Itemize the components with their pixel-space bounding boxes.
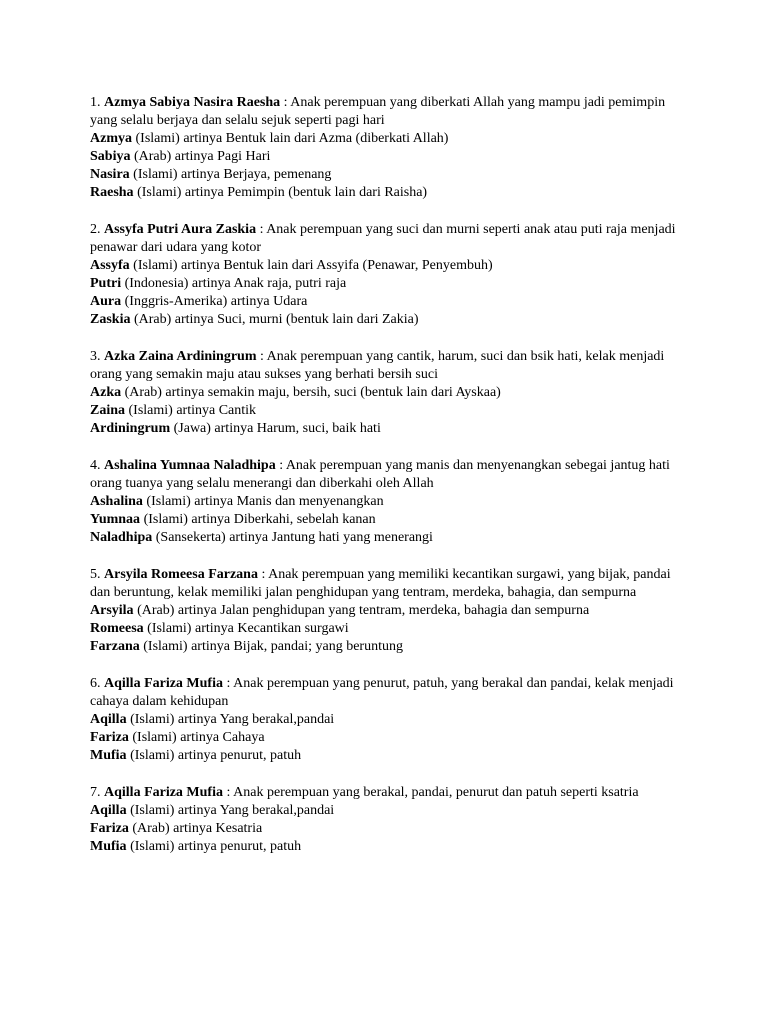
meaning-name: Aura xyxy=(90,294,122,309)
name-entry xyxy=(90,457,690,547)
entry-full-name: Azka Zaina Ardiningrum xyxy=(104,349,257,364)
meaning-text: (Jawa) artinya Harum, suci, baik hati xyxy=(170,421,381,436)
entry-full-name: Assyfa Putri Aura Zaskia xyxy=(104,222,257,237)
meaning-text: (Inggris-Amerika) artinya Udara xyxy=(121,294,308,309)
meaning-text: (Arab) artinya Pagi Hari xyxy=(130,149,271,164)
meaning-line xyxy=(90,638,690,656)
meaning-text: (Islami) artinya Yang berakal,pandai xyxy=(126,803,335,818)
entry-intro xyxy=(90,348,690,384)
entry-intro xyxy=(90,457,690,493)
meaning-line xyxy=(90,184,690,202)
meaning-name: Putri xyxy=(90,276,122,291)
meaning-line xyxy=(90,729,690,747)
entry-description: : Anak perempuan yang suci dan murni seperti anak atau puti raja menjadi penawar dari udara yang kotor xyxy=(90,222,676,255)
meaning-name: Ardiningrum xyxy=(90,421,171,436)
entry-full-name: Aqilla Fariza Mufia xyxy=(104,785,223,800)
meaning-name: Fariza xyxy=(90,730,129,745)
meaning-text: (Islami) artinya Yang berakal,pandai xyxy=(126,712,335,727)
entry-intro xyxy=(90,566,690,602)
meaning-name: Assyfa xyxy=(90,258,130,273)
meaning-name: Aqilla xyxy=(90,712,127,727)
meaning-text: (Islami) artinya Bentuk lain dari Assyifa (Penawar, Penyembuh) xyxy=(129,258,493,273)
meaning-line xyxy=(90,493,690,511)
meaning-name: Sabiya xyxy=(90,149,131,164)
meaning-line xyxy=(90,511,690,529)
meaning-line xyxy=(90,747,690,765)
meaning-name: Azmya xyxy=(90,131,132,146)
meaning-name: Ashalina xyxy=(90,494,143,509)
entry-intro xyxy=(90,221,690,257)
meaning-line xyxy=(90,620,690,638)
meaning-line xyxy=(90,311,690,329)
meaning-name: Zaina xyxy=(90,403,126,418)
entry-description: : Anak perempuan yang berakal, pandai, penurut dan patuh seperti ksatria xyxy=(223,785,639,800)
meaning-text: (Islami) artinya Cantik xyxy=(125,403,257,418)
meaning-text: (Arab) artinya Kesatria xyxy=(128,821,263,836)
meaning-text: (Islami) artinya penurut, patuh xyxy=(126,839,302,854)
entry-number: 6. xyxy=(90,676,101,691)
meaning-text: (Arab) artinya Suci, murni (bentuk lain dari Zakia) xyxy=(130,312,419,327)
meaning-text: (Islami) artinya penurut, patuh xyxy=(126,748,302,763)
entry-intro xyxy=(90,675,690,711)
meaning-text: (Islami) artinya Diberkahi, sebelah kanan xyxy=(140,512,376,527)
meaning-line xyxy=(90,420,690,438)
meaning-line xyxy=(90,275,690,293)
meaning-line xyxy=(90,166,690,184)
document-body xyxy=(90,94,690,875)
name-entry xyxy=(90,221,690,329)
entry-number: 3. xyxy=(90,349,101,364)
meaning-line xyxy=(90,293,690,311)
meaning-line xyxy=(90,384,690,402)
meaning-line xyxy=(90,130,690,148)
entry-intro xyxy=(90,784,690,802)
meaning-line xyxy=(90,257,690,275)
meaning-line xyxy=(90,838,690,856)
meaning-name: Nasira xyxy=(90,167,130,182)
meaning-name: Mufia xyxy=(90,839,127,854)
meaning-line xyxy=(90,820,690,838)
entry-description: : Anak perempuan yang cantik, harum, suci dan bsik hati, kelak menjadi orang yang semakin maju atau sukses yang berhati bersih suci xyxy=(90,349,665,382)
meaning-line xyxy=(90,602,690,620)
name-entry xyxy=(90,94,690,202)
entry-description: : Anak perempuan yang memiliki kecantikan surgawi, yang bijak, pandai dan beruntung, kelak memiliki jalan penghidupan yang tentram, merdeka, bahagia, dan sempurna xyxy=(90,567,671,600)
meaning-name: Aqilla xyxy=(90,803,127,818)
entry-full-name: Ashalina Yumnaa Naladhipa xyxy=(104,458,276,473)
entry-number: 7. xyxy=(90,785,101,800)
meaning-text: (Islami) artinya Pemimpin (bentuk lain dari Raisha) xyxy=(133,185,428,200)
meaning-name: Farzana xyxy=(90,639,140,654)
meaning-name: Fariza xyxy=(90,821,129,836)
meaning-name: Romeesa xyxy=(90,621,144,636)
meaning-name: Azka xyxy=(90,385,122,400)
name-entry xyxy=(90,566,690,656)
entry-full-name: Aqilla Fariza Mufia xyxy=(104,676,223,691)
entry-description: : Anak perempuan yang manis dan menyenangkan sebegai jantug hati orang tuanya yang selalu menerangi dan diberkahi oleh Allah xyxy=(90,458,670,491)
meaning-text: (Islami) artinya Manis dan menyenangkan xyxy=(142,494,384,509)
meaning-line xyxy=(90,802,690,820)
meaning-text: (Indonesia) artinya Anak raja, putri raja xyxy=(121,276,347,291)
meaning-text: (Islami) artinya Berjaya, pemenang xyxy=(129,167,332,182)
meaning-name: Naladhipa xyxy=(90,530,153,545)
meaning-text: (Sansekerta) artinya Jantung hati yang menerangi xyxy=(152,530,433,545)
meaning-text: (Islami) artinya Bijak, pandai; yang beruntung xyxy=(139,639,403,654)
entry-intro xyxy=(90,94,690,130)
name-entry xyxy=(90,675,690,765)
entry-description: : Anak perempuan yang diberkati Allah yang mampu jadi pemimpin yang selalu berjaya dan selalu sejuk seperti pagi hari xyxy=(90,95,666,128)
meaning-name: Yumnaa xyxy=(90,512,141,527)
entry-full-name: Arsyila Romeesa Farzana xyxy=(104,567,258,582)
entry-number: 5. xyxy=(90,567,101,582)
meaning-name: Arsyila xyxy=(90,603,134,618)
meaning-line xyxy=(90,402,690,420)
entry-number: 1. xyxy=(90,95,101,110)
name-entry xyxy=(90,784,690,856)
meaning-text: (Arab) artinya Jalan penghidupan yang tentram, merdeka, bahagia dan sempurna xyxy=(133,603,590,618)
name-entry xyxy=(90,348,690,438)
entry-number: 2. xyxy=(90,222,101,237)
entry-full-name: Azmya Sabiya Nasira Raesha xyxy=(104,95,281,110)
entry-number: 4. xyxy=(90,458,101,473)
meaning-line xyxy=(90,529,690,547)
entry-description: : Anak perempuan yang penurut, patuh, yang berakal dan pandai, kelak menjadi cahaya dalam kehidupan xyxy=(90,676,674,709)
meaning-text: (Islami) artinya Kecantikan surgawi xyxy=(143,621,349,636)
meaning-text: (Arab) artinya semakin maju, bersih, suci (bentuk lain dari Ayskaa) xyxy=(121,385,501,400)
meaning-text: (Islami) artinya Bentuk lain dari Azma (diberkati Allah) xyxy=(132,131,449,146)
meaning-name: Zaskia xyxy=(90,312,131,327)
meaning-name: Mufia xyxy=(90,748,127,763)
meaning-text: (Islami) artinya Cahaya xyxy=(128,730,265,745)
meaning-line xyxy=(90,148,690,166)
meaning-name: Raesha xyxy=(90,185,134,200)
meaning-line xyxy=(90,711,690,729)
